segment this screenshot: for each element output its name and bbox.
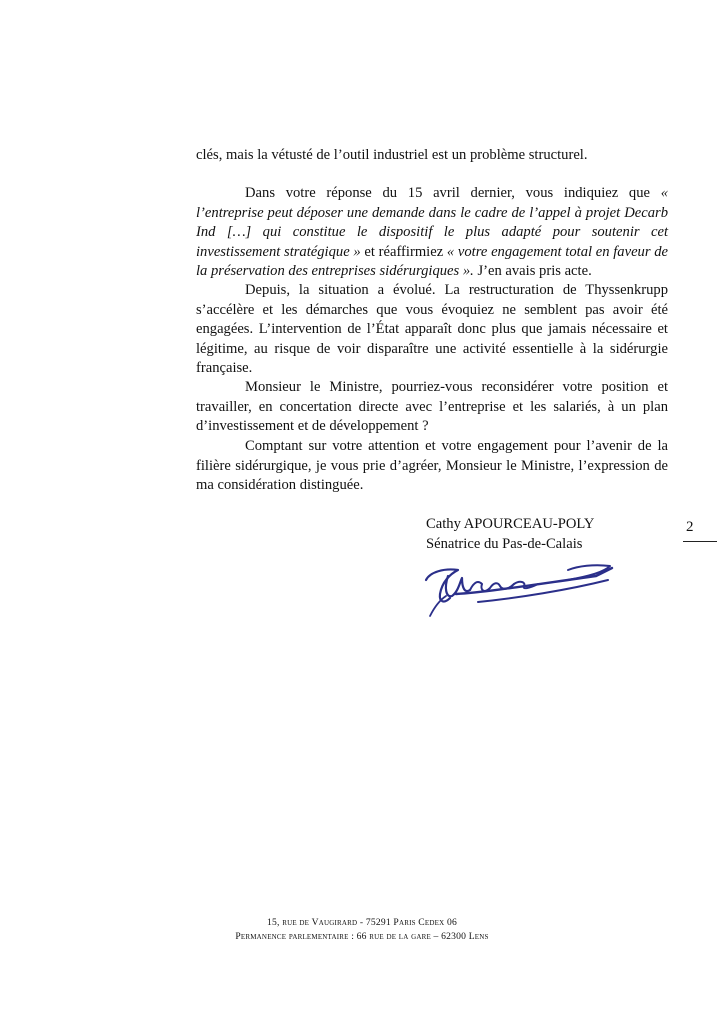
p1-text-c: et réaffirmiez [360, 243, 447, 260]
paragraph-question: Monsieur le Ministre, pourriez-vous reconsidérer votre position et travailler, en concertation directe avec l’entreprise et les salariés, à un plan d’investissement et de développement ? [196, 379, 668, 434]
paragraph-closing: Comptant sur votre attention et votre engagement pour l’avenir de la filière sidérurgique, je vous prie d’agréer, Monsieur le Ministre, l’expression de ma considération distinguée. [196, 438, 668, 493]
p1-text-e: J’en avais pris acte. [473, 263, 592, 279]
signatory-title: Sénatrice du Pas-de-Calais [426, 536, 583, 552]
page-number: 2 [686, 519, 694, 535]
p1-text-a: Dans votre réponse du 15 avril dernier, vous indiquiez que [245, 185, 661, 201]
footer-permanence: Permanence parlementaire : 66 rue de la gare – 62300 Lens [235, 931, 489, 942]
footer-address: 15, rue de Vaugirard - 75291 Paris Cedex 06 [267, 917, 457, 928]
paragraph-continuation: clés, mais la vétusté de l’outil industriel est un problème structurel. [196, 147, 588, 163]
handwritten-signature [418, 554, 622, 628]
signatory-name: Cathy APOURCEAU-POLY [426, 516, 595, 532]
p1-quote-1: « l’entreprise peut déposer une demande dans le cadre de l’appel à projet Decarb Ind […] qui constitue le dispositif le plus adapté pour soutenir cet investissement stratégique » [196, 185, 668, 260]
paragraph-situation: Depuis, la situation a évolué. La restructuration de Thyssenkrupp s’accélère et les démarches que vous évoquiez ne semblent pas avoir été engagées. L’intervention de l’État apparaît donc plus que jamais nécessaire et légitime, au risque de voir disparaître une activité essentielle à la sidérurgie française. [196, 282, 668, 376]
paragraph-response-quote [196, 184, 668, 282]
page-number-rule [683, 541, 717, 542]
signature-block [426, 514, 594, 554]
p1-quote-2: « votre engagement total en faveur de la préservation des entreprises sidérurgiques ». [196, 243, 669, 279]
